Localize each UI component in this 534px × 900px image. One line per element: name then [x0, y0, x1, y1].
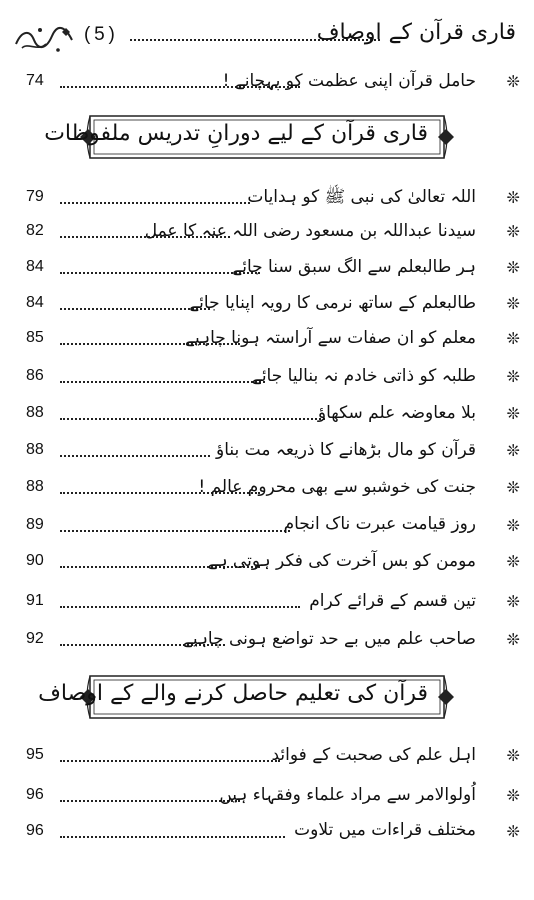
- bullet-icon: ❊: [506, 294, 520, 313]
- bullet-icon: ❊: [506, 478, 520, 497]
- entry-page-number: 92: [26, 630, 44, 647]
- entry-title: حامل قرآن اپنی عظمت کو پہچانے !: [222, 71, 476, 91]
- bullet-icon: ❊: [506, 786, 520, 805]
- page-header: [0, 18, 534, 62]
- entry-title: ہر طالبعلم سے الگ سبق سنا جائے: [232, 257, 476, 277]
- leader-dots: [60, 760, 280, 762]
- bullet-icon: ❊: [506, 552, 520, 571]
- leader-dots: [60, 272, 260, 274]
- entry-page-number: 82: [26, 222, 44, 239]
- leader-dots: [60, 800, 240, 802]
- bullet-icon: ❊: [506, 258, 520, 277]
- calligraphy-ornament-icon: [12, 22, 76, 56]
- section-heading-frame: [38, 672, 456, 722]
- section-heading-frame: [44, 112, 456, 162]
- entry-title: بلا معاوضہ علم سکھاؤ: [317, 403, 476, 423]
- leader-dots: [60, 606, 300, 608]
- entry-title: طالبعلم کے ساتھ نرمی کا رویہ اپنایا جائے: [189, 293, 476, 313]
- entry-title: معلم کو ان صفات سے آراستہ ہونا چاہیے: [185, 328, 476, 348]
- toc-entry: [0, 744, 534, 774]
- leader-dots: [60, 455, 210, 457]
- toc-entry: [0, 327, 534, 357]
- bullet-icon: ❊: [506, 592, 520, 611]
- toc-entry: [0, 820, 534, 850]
- entry-page-number: 84: [26, 294, 44, 311]
- bullet-icon: ❊: [506, 367, 520, 386]
- toc-entry: [0, 70, 534, 100]
- entry-title: صاحب علم میں بے حد تواضع ہونی چاہیے: [182, 629, 476, 649]
- section-title: قاری قرآن کے لیے دورانِ تدریس ملفوظات: [44, 121, 428, 146]
- toc-entry: [0, 590, 534, 620]
- entry-page-number: 90: [26, 552, 44, 569]
- toc-entry: [0, 784, 534, 814]
- entry-page-number: 86: [26, 367, 44, 384]
- entry-title: مومن کو بس آخرت کی فکر ہوتی ہے: [207, 551, 476, 571]
- leader-dots: [60, 530, 290, 532]
- toc-entry: [0, 550, 534, 580]
- bullet-icon: ❊: [506, 630, 520, 649]
- entry-title: جنت کی خوشبو سے بھی محروم عالم !: [198, 477, 476, 497]
- toc-entry: [0, 220, 534, 250]
- entry-title: اللہ تعالیٰ کی نبی ﷺ کو ہدایات: [247, 187, 476, 207]
- entry-title: سیدنا عبداللہ بن مسعود رضی اللہ عنہ کا عمل: [144, 221, 476, 241]
- leader-dots: [60, 836, 285, 838]
- section-title: قرآن کی تعلیم حاصل کرنے والے کے اوصاف: [38, 681, 428, 706]
- bullet-icon: ❊: [506, 329, 520, 348]
- entry-title: طلبہ کو ذاتی خادم نہ بنالیا جائے: [251, 366, 476, 386]
- toc-entry: [0, 514, 534, 544]
- toc-entry: [0, 628, 534, 658]
- entry-page-number: 88: [26, 441, 44, 458]
- bullet-icon: ❊: [506, 72, 520, 91]
- bullet-icon: ❊: [506, 516, 520, 535]
- toc-entry: [0, 476, 534, 506]
- leader-dots: [60, 418, 325, 420]
- leader-dots: [60, 381, 265, 383]
- bullet-icon: ❊: [506, 441, 520, 460]
- page-number: ( 5 ): [84, 24, 115, 45]
- bullet-icon: ❊: [506, 746, 520, 765]
- bullet-icon: ❊: [506, 404, 520, 423]
- entry-title: روز قیامت عبرت ناک انجام: [283, 514, 476, 534]
- leader-dots: [60, 202, 250, 204]
- entry-page-number: 74: [26, 72, 44, 89]
- entry-page-number: 96: [26, 786, 44, 803]
- entry-page-number: 85: [26, 329, 44, 346]
- entry-title: اہل علم کی صحبت کے فوائد: [271, 745, 476, 765]
- entry-page-number: 79: [26, 188, 44, 205]
- entry-page-number: 96: [26, 822, 44, 839]
- entry-title: مختلف قراءات میں تلاوت: [294, 820, 476, 840]
- running-title: قاری قرآن کے اوصاف: [316, 20, 516, 45]
- entry-title: قرآن کو مال بڑھانے کا ذریعہ مت بناؤ: [216, 440, 476, 460]
- toc-entry: [0, 186, 534, 216]
- toc-entry: [0, 256, 534, 286]
- entry-page-number: 91: [26, 592, 44, 609]
- entry-page-number: 95: [26, 746, 44, 763]
- entry-page-number: 88: [26, 404, 44, 421]
- leader-dots: [60, 308, 210, 310]
- entry-title: تین قسم کے قرائے کرام: [309, 591, 476, 611]
- bullet-icon: ❊: [506, 222, 520, 241]
- entry-page-number: 84: [26, 258, 44, 275]
- toc-entry: [0, 292, 534, 322]
- bullet-icon: ❊: [506, 822, 520, 841]
- toc-entry: [0, 365, 534, 395]
- toc-entry: [0, 402, 534, 432]
- entry-page-number: 88: [26, 478, 44, 495]
- toc-entry: [0, 439, 534, 469]
- bullet-icon: ❊: [506, 188, 520, 207]
- entry-page-number: 89: [26, 516, 44, 533]
- entry-title: اُولوالامر سے مراد علماء وفقہاء ہیں: [219, 785, 476, 805]
